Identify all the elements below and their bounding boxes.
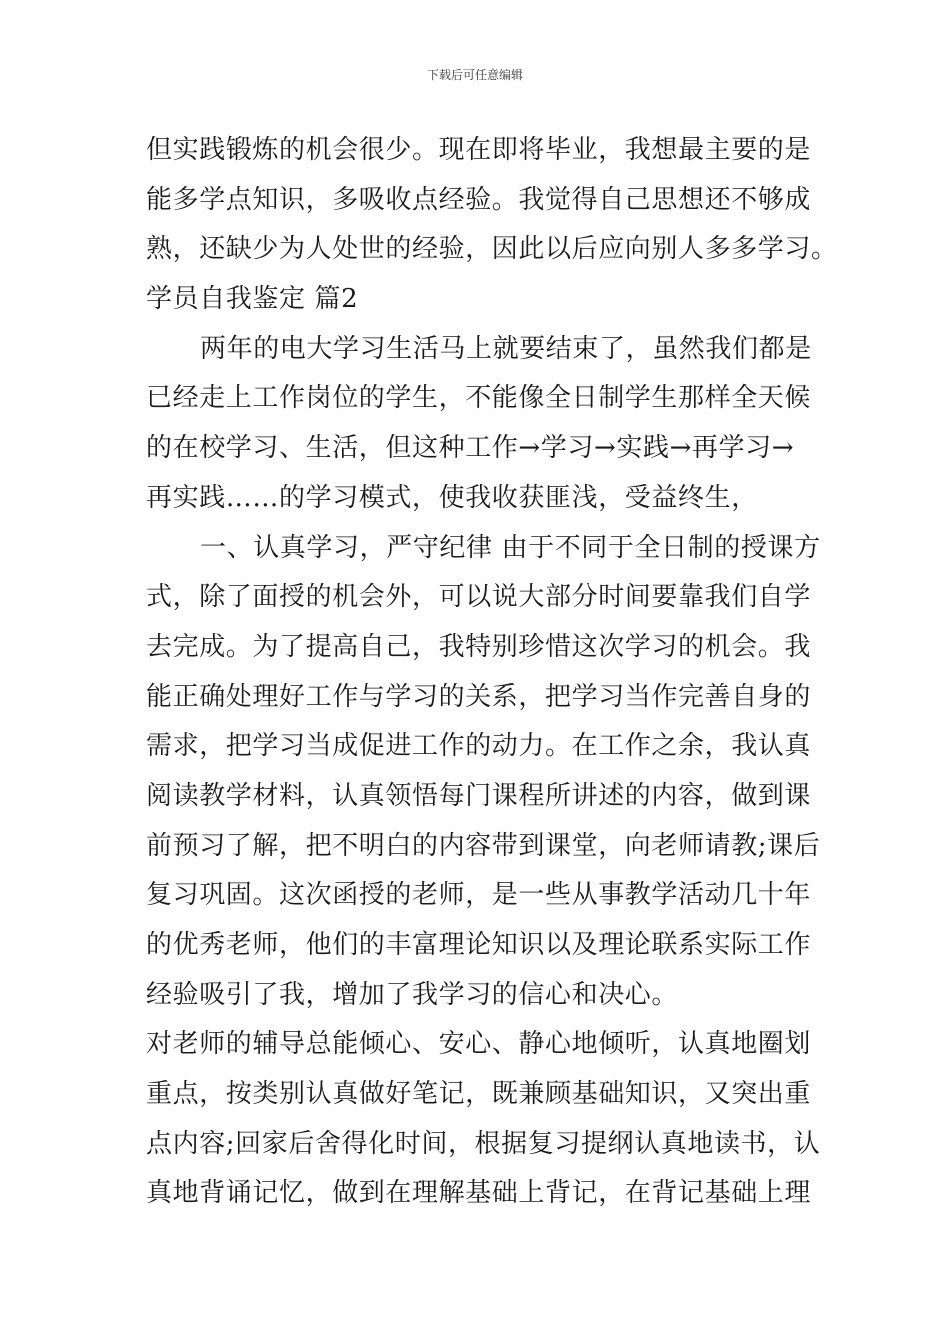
text-line: 重点，按类别认真做好笔记，既兼顾基础知识，又突出重 <box>146 1079 812 1110</box>
text-line: 真地背诵记忆，做到在理解基础上背记，在背记基础上理 <box>146 1178 812 1209</box>
text-line: 熟，还缺少为人处世的经验，因此以后应向别人多多学习。 <box>146 234 838 265</box>
document-body <box>146 126 838 1219</box>
text-line: 前预习了解，把不明白的内容带到课堂，向老师请教;课后 <box>146 830 821 861</box>
text-line: 能正确处理好工作与学习的关系，把学习当作完善自身的 <box>146 681 812 712</box>
text-line: 的优秀老师，他们的丰富理论知识以及理论联系实际工作 <box>146 930 812 960</box>
text-line: 阅读教学材料，认真领悟每门课程所讲述的内容，做到课 <box>146 780 812 811</box>
text-line: 但实践锻炼的机会很少。现在即将毕业，我想最主要的是 <box>146 135 812 165</box>
text-line: 能多学点知识，多吸收点经验。我觉得自己思想还不够成 <box>146 184 812 215</box>
text-line: 需求，把学习当成促进工作的动力。在工作之余，我认真 <box>146 731 812 762</box>
paragraph-first-line: 一、认真学习，严守纪律 由于不同于全日制的授课方 <box>200 532 821 563</box>
text-line: 对老师的辅导总能倾心、安心、静心地倾听，认真地圈划 <box>146 1029 812 1060</box>
text-line: 复习巩固。这次函授的老师，是一些从事教学活动几十年 <box>146 880 812 911</box>
text-line: 再实践……的学习模式，使我收获匪浅，受益终生， <box>146 482 758 513</box>
text-line: 去完成。为了提高自己，我特别珍惜这次学习的机会。我 <box>146 631 812 662</box>
paragraph-first-line: 两年的电大学习生活马上就要结束了，虽然我们都是 <box>200 333 812 364</box>
page-header: 下载后可任意编辑 <box>426 68 523 82</box>
text-line: 的在校学习、生活，但这种工作→学习→实践→再学习→ <box>146 433 795 464</box>
text-line: 经验吸引了我，增加了我学习的信心和决心。 <box>146 979 679 1010</box>
text-line: 已经走上工作岗位的学生，不能像全日制学生那样全天候 <box>146 383 812 414</box>
text-line: 点内容;回家后舍得化时间，根据复习提纲认真地读书，认 <box>146 1128 821 1159</box>
text-line: 式，除了面授的机会外，可以说大部分时间要靠我们自学 <box>146 582 812 613</box>
section-heading: 学员自我鉴定 篇2 <box>146 284 359 315</box>
